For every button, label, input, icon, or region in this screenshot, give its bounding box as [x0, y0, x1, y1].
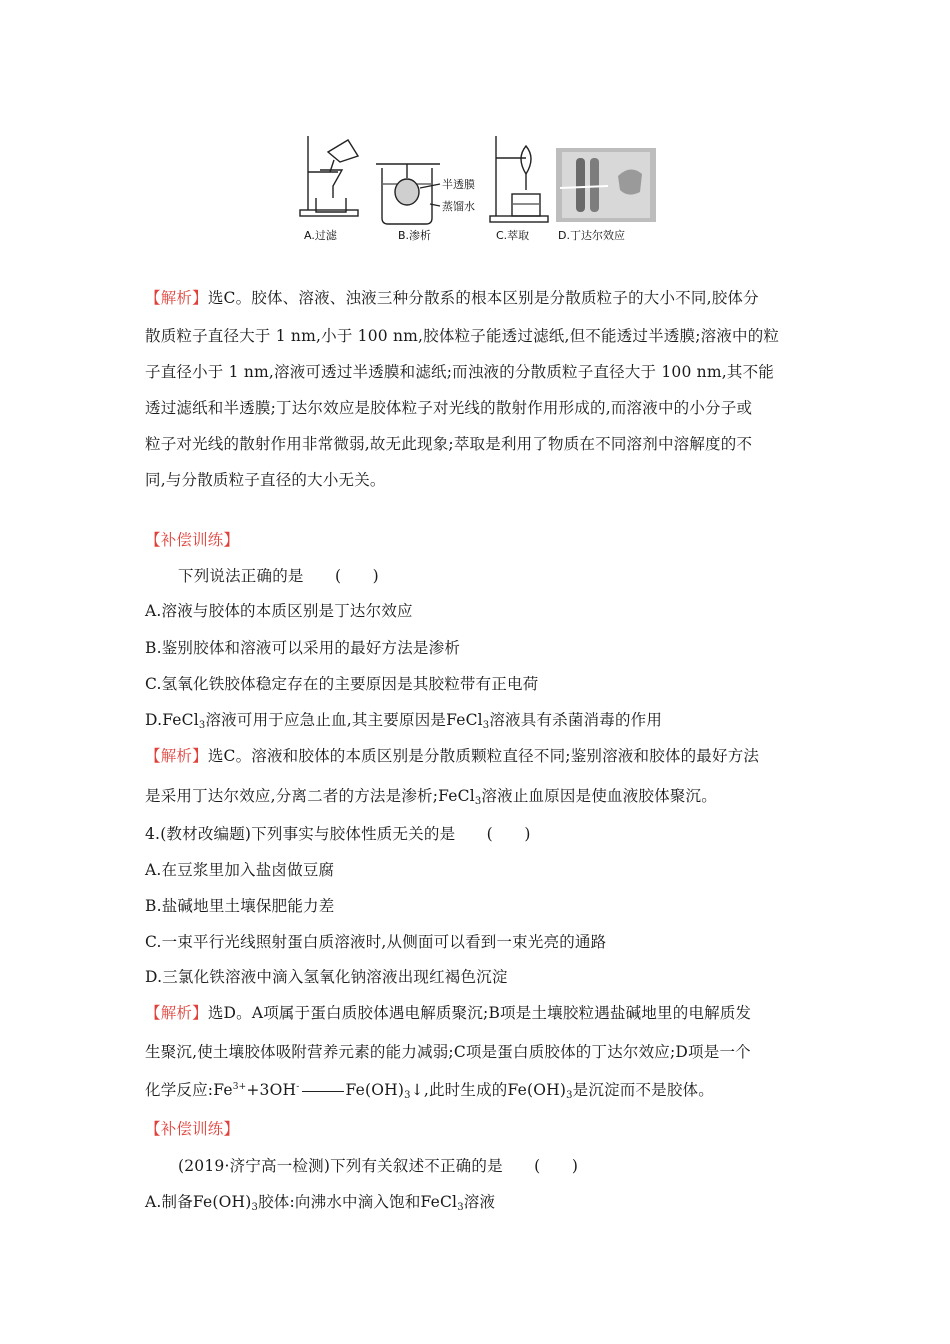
analysis1-line1: 【解析】选C。胶体、溶液、浊液三种分散系的根本区别是分散质粒子的大小不同,胶体分 [145, 289, 759, 307]
analysis3-line1: 【解析】选D。A项属于蛋白质胶体遇电解质聚沉;B项是土壤胶粒遇盐碱地里的电解质发 [145, 1004, 752, 1022]
q4-option-d: D.三氯化铁溶液中滴入氢氧化钠溶液出现红褐色沉淀 [145, 968, 508, 986]
practice1-option-d: D.FeCl3溶液可用于应急止血,其主要原因是FeCl3溶液具有杀菌消毒的作用 [145, 711, 663, 731]
analysis3-tag: 【解析】 [145, 1004, 208, 1022]
analysis2-tag: 【解析】 [145, 747, 208, 765]
equals-sign [302, 1091, 344, 1092]
analysis3-line3: 化学反应$:Fe^{3+}+3OH^-$ Fe(OH)3↓,此时生成的Fe(OH)3是沉淀而不是胶体。 [145, 1081, 714, 1101]
analysis1-line4: 透过滤纸和半透膜;丁达尔效应是胶体粒子对光线的散射作用形成的,而溶液中的小分子或 [145, 399, 753, 417]
analysis1-tag: 【解析】 [145, 289, 208, 307]
practice1-question: 下列说法正确的是 ( ) [178, 567, 379, 585]
caption-dialysis: B.渗析 [398, 229, 432, 242]
q4-option-c: C.一束平行光线照射蛋白质溶液时,从侧面可以看到一束光亮的通路 [145, 933, 607, 951]
analysis1-line2: 散质粒子直径大于 1 nm,小于 100 nm,胶体粒子能透过滤纸,但不能透过半透膜;溶液中的粒 [145, 327, 780, 345]
practice2-option-a: A.制备Fe(OH)3胶体:向沸水中滴入饱和FeCl3溶液 [145, 1193, 496, 1213]
practice2-tag: 【补偿训练】 [145, 1120, 240, 1138]
analysis3-line2: 生聚沉,使土壤胶体吸附营养元素的能力减弱;C项是蛋白质胶体的丁达尔效应;D项是一个 [145, 1043, 751, 1061]
analysis2-line2: 是采用丁达尔效应,分离二者的方法是渗析;FeCl3溶液止血原因是使血液胶体聚沉。 [145, 787, 717, 807]
apparatus-svg [290, 128, 670, 248]
filtration-apparatus [300, 136, 358, 216]
q4-option-b: B.盐碱地里土壤保肥能力差 [145, 897, 335, 915]
analysis1-line5: 粒子对光线的散射作用非常微弱,故无此现象;萃取是利用了物质在不同溶剂中溶解度的不 [145, 435, 753, 453]
analysis1-line3: 子直径小于 1 nm,溶液可透过半透膜和滤纸;而浊液的分散质粒子直径大于 100 nm,其不能 [145, 363, 774, 381]
caption-filtration: A.过滤 [304, 229, 337, 242]
practice1-option-b: B.鉴别胶体和溶液可以采用的最好方法是渗析 [145, 639, 461, 657]
label-membrane: 半透膜 [442, 178, 475, 191]
dialysis-apparatus [376, 164, 440, 224]
tyndall-photo [556, 148, 656, 222]
extraction-apparatus [490, 136, 548, 222]
caption-tyndall: D.丁达尔效应 [558, 229, 625, 242]
practice1-option-c: C.氢氧化铁胶体稳定存在的主要原因是其胶粒带有正电荷 [145, 675, 539, 693]
analysis1-line6: 同,与分散质粒子直径的大小无关。 [145, 471, 386, 489]
caption-extraction: C.萃取 [496, 229, 530, 242]
analysis2-line1: 【解析】选C。溶液和胶体的本质区别是分散质颗粒直径不同;鉴别溶液和胶体的最好方法 [145, 747, 760, 765]
practice2-question: (2019·济宁高一检测)下列有关叙述不正确的是 ( ) [178, 1157, 579, 1175]
q4-option-a: A.在豆浆里加入盐卤做豆腐 [145, 861, 335, 879]
q4-stem: 4.(教材改编题)下列事实与胶体性质无关的是 ( ) [145, 825, 531, 843]
apparatus-figure [290, 128, 670, 248]
practice1-tag: 【补偿训练】 [145, 531, 240, 549]
label-water: 蒸馏水 [442, 200, 475, 213]
practice1-option-a: A.溶液与胶体的本质区别是丁达尔效应 [145, 602, 413, 620]
